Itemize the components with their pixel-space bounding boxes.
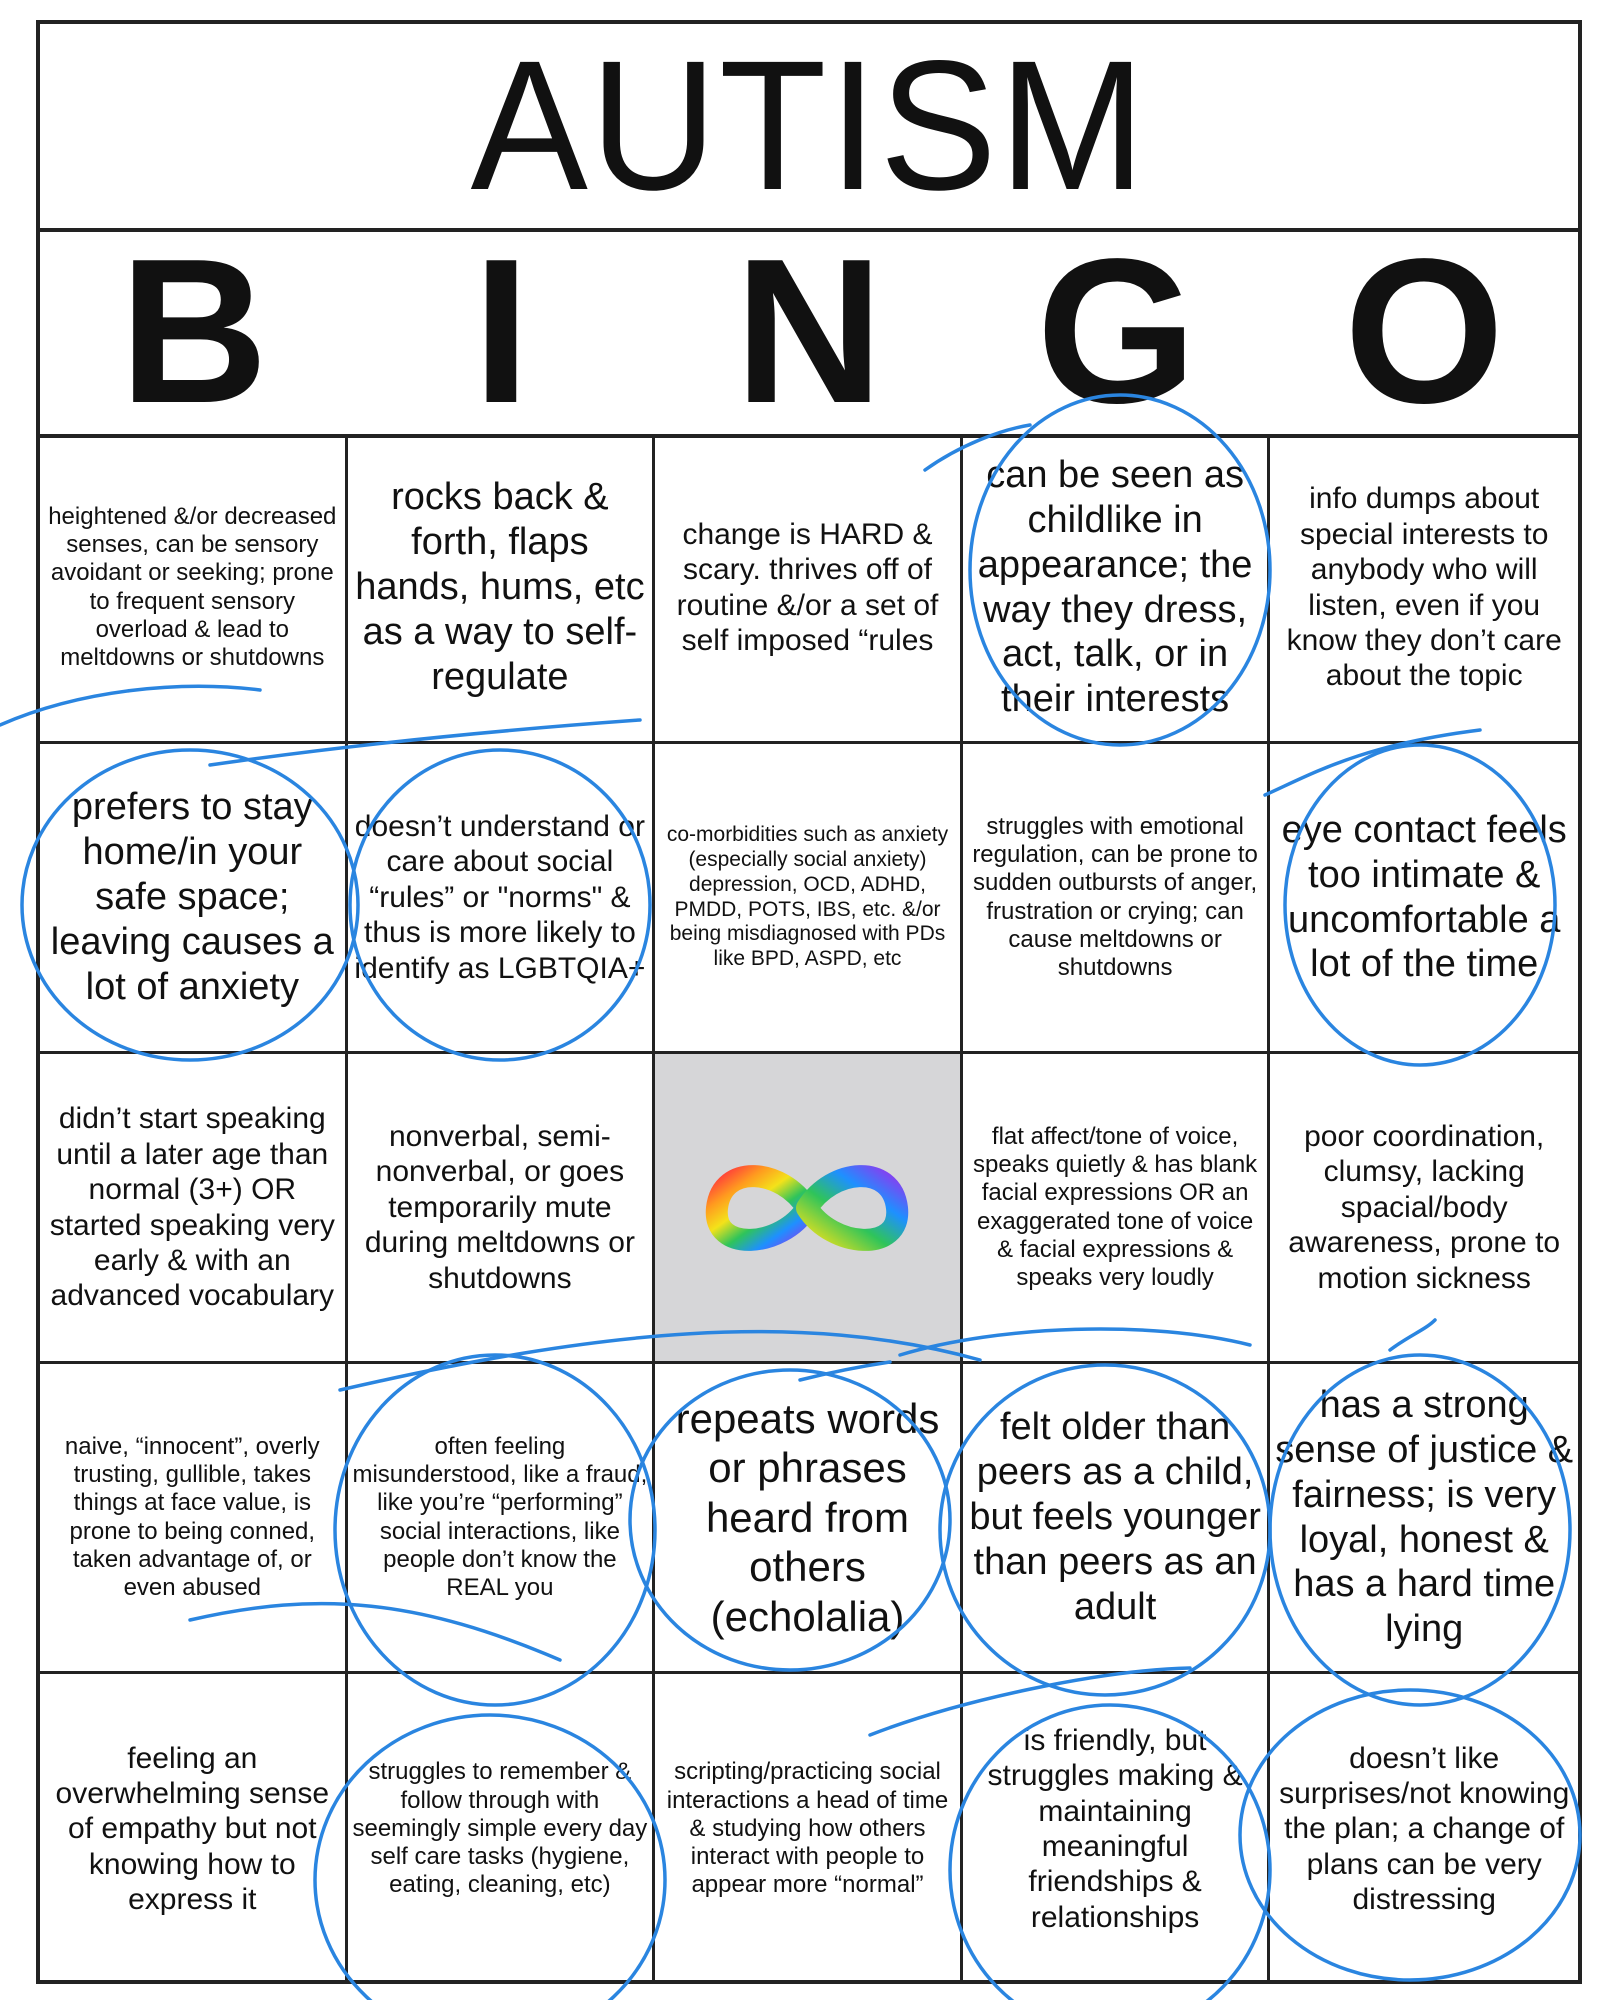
cell-text: repeats words or phrases heard from others (echolalia)	[675, 1394, 940, 1640]
cell-text: feeling an overwhelming sense of empathy but not knowing how to express it	[55, 1741, 330, 1917]
bingo-cell[interactable]	[655, 744, 963, 1054]
page-title: AUTISM	[470, 23, 1148, 229]
free-space-cell[interactable]	[655, 1054, 963, 1364]
cell-text: didn’t start speaking until a later age than normal (3+) OR started speaking very early & with an advanced vocabulary	[49, 1102, 335, 1313]
bingo-cell[interactable]	[348, 1674, 656, 1984]
cell-text: co-morbidities such as anxiety (especially social anxiety) depression, OCD, ADHD, PMDD, POTS, IBS, etc. &/or being misdiagnosed with PDs like BPD, ASPD, etc	[666, 823, 949, 971]
cell-text: has a strong sense of justice & fairness; is very loyal, honest & has a hard time lying	[1275, 1384, 1574, 1651]
bingo-cell[interactable]	[655, 1364, 963, 1674]
bingo-header	[40, 216, 1578, 446]
cell-text: is friendly, but struggles making & maintaining meaningful friendships & relationships	[987, 1723, 1243, 1934]
cell-text: flat affect/tone of voice, speaks quietly & has blank facial expressions OR an exaggerated tone of voice & facial expressions & speaks very loudly	[973, 1122, 1258, 1292]
bingo-cell[interactable]	[40, 744, 348, 1054]
rainbow-infinity-icon	[687, 1138, 927, 1278]
bingo-cell[interactable]	[348, 1054, 656, 1364]
title-row	[40, 24, 1578, 232]
bingo-letter-b: B	[119, 216, 269, 446]
bingo-letter-o: O	[1344, 216, 1505, 446]
cell-text: eye contact feels too intimate & uncomfortable a lot of the time	[1281, 808, 1567, 986]
cell-text: struggles with emotional regulation, can be prone to sudden outbursts of anger, frustration or crying; can cause meltdowns or shutdowns	[972, 812, 1258, 982]
bingo-grid	[40, 434, 1578, 1984]
cell-text: heightened &/or decreased senses, can be sensory avoidant or seeking; prone to frequent sensory overload & lead to meltdowns or shutdowns	[48, 502, 337, 672]
bingo-cell[interactable]	[1270, 434, 1578, 744]
bingo-cell[interactable]	[963, 434, 1271, 744]
bingo-cell[interactable]	[40, 434, 348, 744]
bingo-cell[interactable]	[963, 1674, 1271, 1984]
bingo-cell[interactable]	[1270, 1054, 1578, 1364]
cell-text: felt older than peers as a child, but feels younger than peers as an adult	[969, 1406, 1261, 1628]
cell-text: often feeling misunderstood, like a fraud, like you’re “performing” social interactions, like people don’t know the REAL you	[352, 1432, 648, 1602]
bingo-cell[interactable]	[1270, 744, 1578, 1054]
bingo-letter-i: I	[472, 216, 530, 446]
bingo-cell[interactable]	[655, 1674, 963, 1984]
bingo-cell[interactable]	[1270, 1674, 1578, 1984]
bingo-card	[36, 20, 1582, 1984]
cell-text: change is HARD & scary. thrives off of routine &/or a set of self imposed “rules	[676, 517, 939, 657]
bingo-cell[interactable]	[348, 434, 656, 744]
cell-text: nonverbal, semi-nonverbal, or goes temporarily mute during meltdowns or shutdowns	[364, 1120, 635, 1295]
cell-text: scripting/practicing social interactions a head of time & studying how others interact with people to appear more “normal”	[666, 1758, 949, 1899]
cell-text: doesn’t like surprises/not knowing the plan; a change of plans can be very distressing	[1279, 1741, 1570, 1917]
cell-text: naive, “innocent”, overly trusting, gullible, takes things at face value, is prone to being conned, taken advantage of, or even abused	[64, 1432, 320, 1602]
cell-text: poor coordination, clumsy, lacking spacial/body awareness, prone to motion sickness	[1288, 1120, 1561, 1295]
cell-text: info dumps about special interests to anybody who will listen, even if you know they don’t care about the topic	[1286, 482, 1562, 693]
bingo-cell[interactable]	[348, 1364, 656, 1674]
bingo-cell[interactable]	[348, 744, 656, 1054]
cell-text: prefers to stay home/in your safe space; leaving causes a lot of anxiety	[50, 786, 334, 1008]
cell-text: doesn’t understand or care about social “rules” or "norms" & thus is more likely to identify as LGBTQIA+	[354, 810, 646, 985]
bingo-letter-n: N	[734, 216, 884, 446]
bingo-cell[interactable]	[963, 744, 1271, 1054]
bingo-cell[interactable]	[40, 1674, 348, 1984]
bingo-cell[interactable]	[1270, 1364, 1578, 1674]
bingo-letter-g: G	[1036, 216, 1197, 446]
bingo-cell[interactable]	[40, 1054, 348, 1364]
bingo-cell[interactable]	[963, 1054, 1271, 1364]
cell-text: can be seen as childlike in appearance; the way they dress, act, talk, or in their interests	[977, 454, 1253, 721]
bingo-cell[interactable]	[655, 434, 963, 744]
cell-text: rocks back & forth, flaps hands, hums, etc as a way to self-regulate	[355, 476, 645, 698]
bingo-cell[interactable]	[963, 1364, 1271, 1674]
cell-text: struggles to remember & follow through with seemingly simple every day self care tasks (hygiene, eating, cleaning, etc)	[352, 1758, 648, 1899]
bingo-cell[interactable]	[40, 1364, 348, 1674]
